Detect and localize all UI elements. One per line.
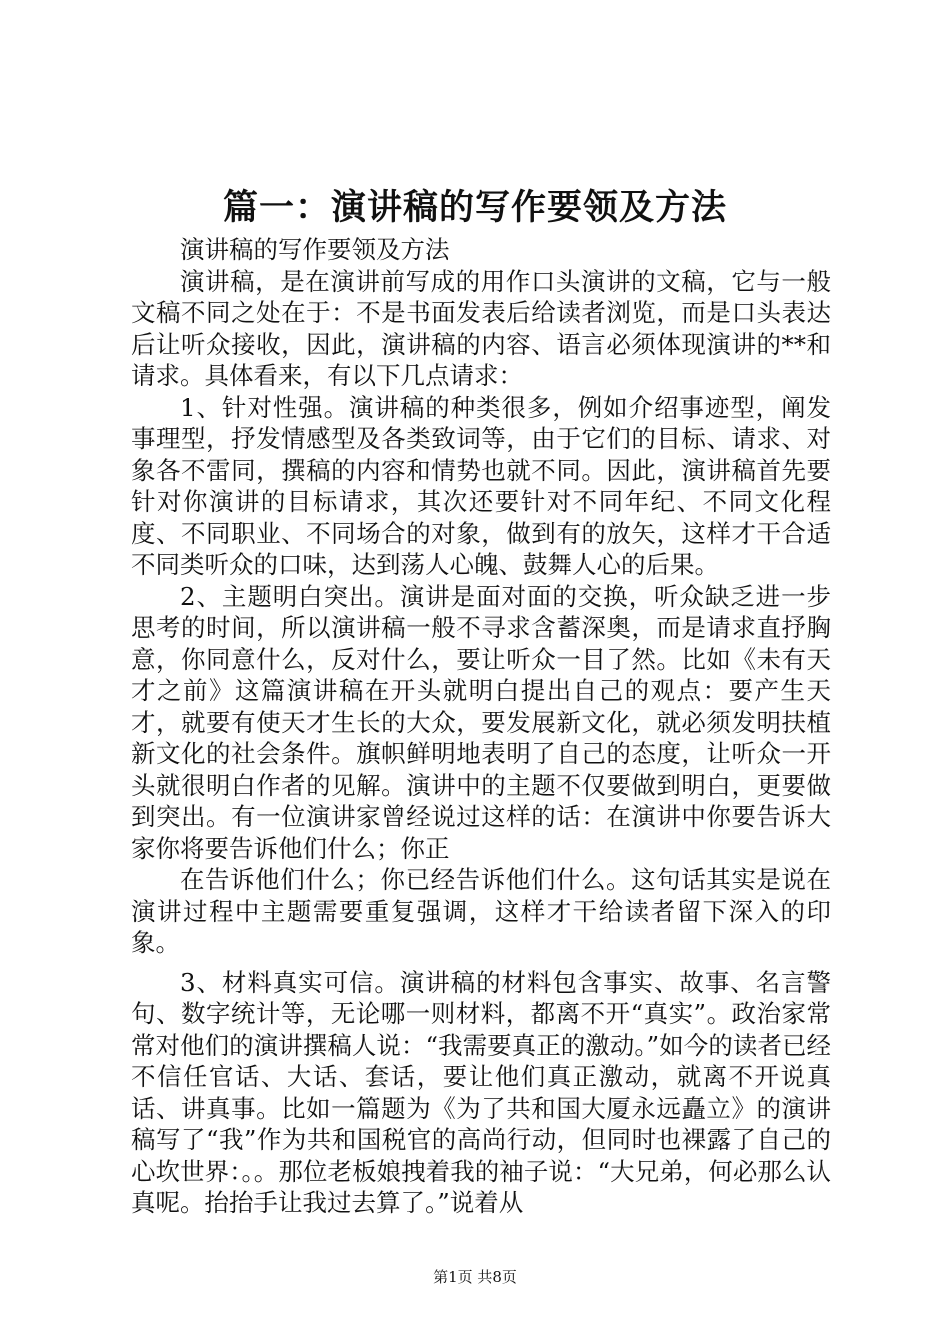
document-body [131, 234, 831, 1219]
paragraph-point-2-continued: 在告诉他们什么；你已经告诉他们什么。这句话其实是说在演讲过程中主题需要重复强调，这样才干给读者留下深入的印象。 [131, 865, 831, 957]
paragraph-point-1: 1、针对性强。演讲稿的种类很多，例如介绍事迹型，阐发事理型，抒发情感型及各类致词等，由于它们的目标、请求、对象各不雷同，撰稿的内容和情势也就不同。因此，演讲稿首先要针对你演讲的目标请求，其次还要针对不同年纪、不同文化程度、不同职业、不同场合的对象，做到有的放矢，这样才干合适不同类听众的口味，达到荡人心魄、鼓舞人心的后果。 [131, 392, 831, 579]
paragraph-definition: 演讲稿，是在演讲前写成的用作口头演讲的文稿，它与一般文稿不同之处在于：不是书面发表后给读者浏览，而是口头表达后让听众接收，因此，演讲稿的内容、语言必须体现演讲的**和请求。具体看来，有以下几点请求： [131, 266, 831, 390]
page-number-footer: 第1页 共8页 [433, 1268, 517, 1286]
page-title: 篇一：演讲稿的写作要领及方法 [222, 187, 727, 228]
paragraph-point-3: 3、材料真实可信。演讲稿的材料包含事实、故事、名言警句、数字统计等，无论哪一则材料，都离不开“真实”。政治家常常对他们的演讲撰稿人说：“我需要真正的激动。”如今的读者已经不信任官话、大话、套话，要让他们真正激动，就离不开说真话、讲真事。比如一篇题为《为了共和国大厦永远矗立》的演讲稿写了“我”作为共和国税官的高尚行动，但同时也裸露了自己的心坎世界：。。那位老板娘拽着我的袖子说：“大兄弟，何必那么认真呢。抬抬手让我过去算了。”说着从 [131, 967, 831, 1217]
paragraph-point-2: 2、主题明白突出。演讲是面对面的交换，听众缺乏进一步思考的时间，所以演讲稿一般不寻求含蓄深奥，而是请求直抒胸意，你同意什么，反对什么，要让听众一目了然。比如《未有天才之前》这篇演讲稿在开头就明白提出自己的观点：要产生天才，就要有使天才生长的大众，要发展新文化，就必须发明扶植新文化的社会条件。旗帜鲜明地表明了自己的态度，让听众一开头就很明白作者的见解。演讲中的主题不仅要做到明白，更要做到突出。有一位演讲家曾经说过这样的话：在演讲中你要告诉大家你将要告诉他们什么；你正 [131, 581, 831, 863]
paragraph-subtitle: 演讲稿的写作要领及方法 [180, 235, 450, 264]
